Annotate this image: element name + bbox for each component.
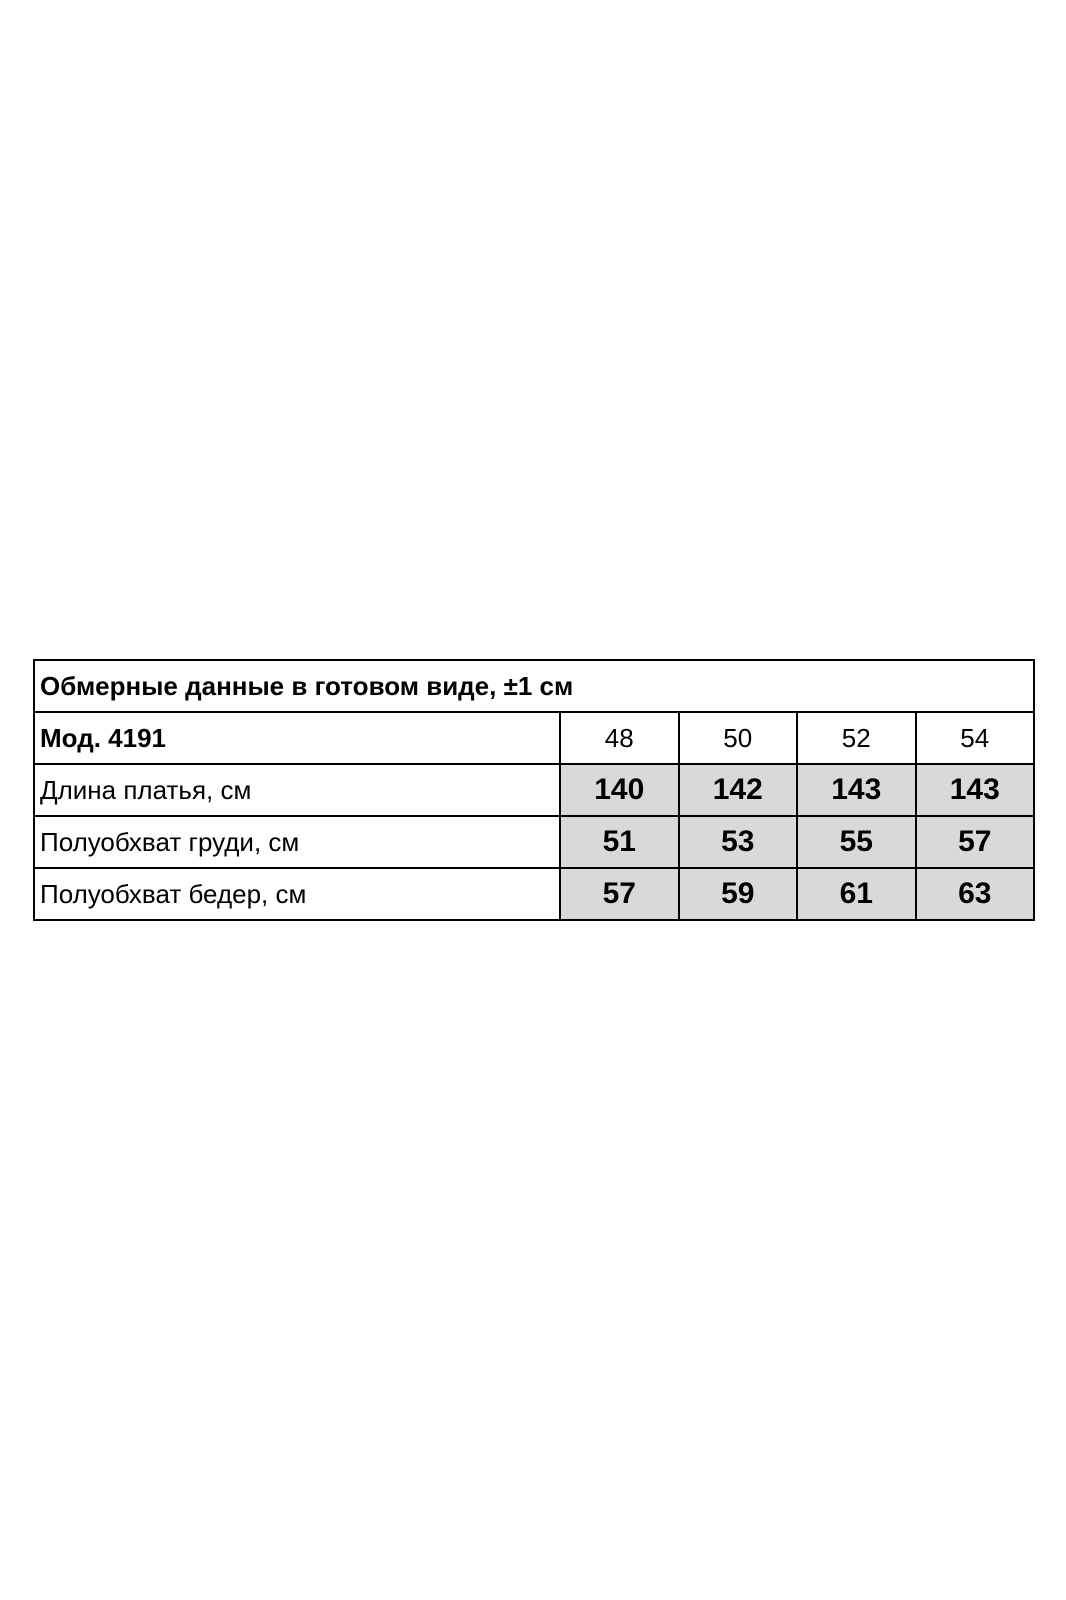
row-label-dress-length: Длина платья, см	[34, 764, 560, 816]
size-header-48: 48	[560, 712, 679, 764]
size-header-52: 52	[797, 712, 916, 764]
value-cell: 142	[679, 764, 798, 816]
value-cell: 57	[916, 816, 1035, 868]
table-title-row	[34, 660, 1034, 712]
row-label-half-chest: Полуобхват груди, см	[34, 816, 560, 868]
value-cell: 51	[560, 816, 679, 868]
value-cell: 55	[797, 816, 916, 868]
measurements-table	[33, 659, 1035, 921]
value-cell: 59	[679, 868, 798, 920]
value-cell: 63	[916, 868, 1035, 920]
size-header-54: 54	[916, 712, 1035, 764]
value-cell: 143	[916, 764, 1035, 816]
row-label-half-hips: Полуобхват бедер, см	[34, 868, 560, 920]
model-label: Мод. 4191	[34, 712, 560, 764]
value-cell: 61	[797, 868, 916, 920]
value-cell: 140	[560, 764, 679, 816]
value-cell: 143	[797, 764, 916, 816]
value-cell: 57	[560, 868, 679, 920]
value-cell: 53	[679, 816, 798, 868]
table-row	[34, 816, 1034, 868]
table-row	[34, 764, 1034, 816]
table-header-row	[34, 712, 1034, 764]
table-title: Обмерные данные в готовом виде, ±1 см	[34, 660, 1034, 712]
size-header-50: 50	[679, 712, 798, 764]
table-row	[34, 868, 1034, 920]
